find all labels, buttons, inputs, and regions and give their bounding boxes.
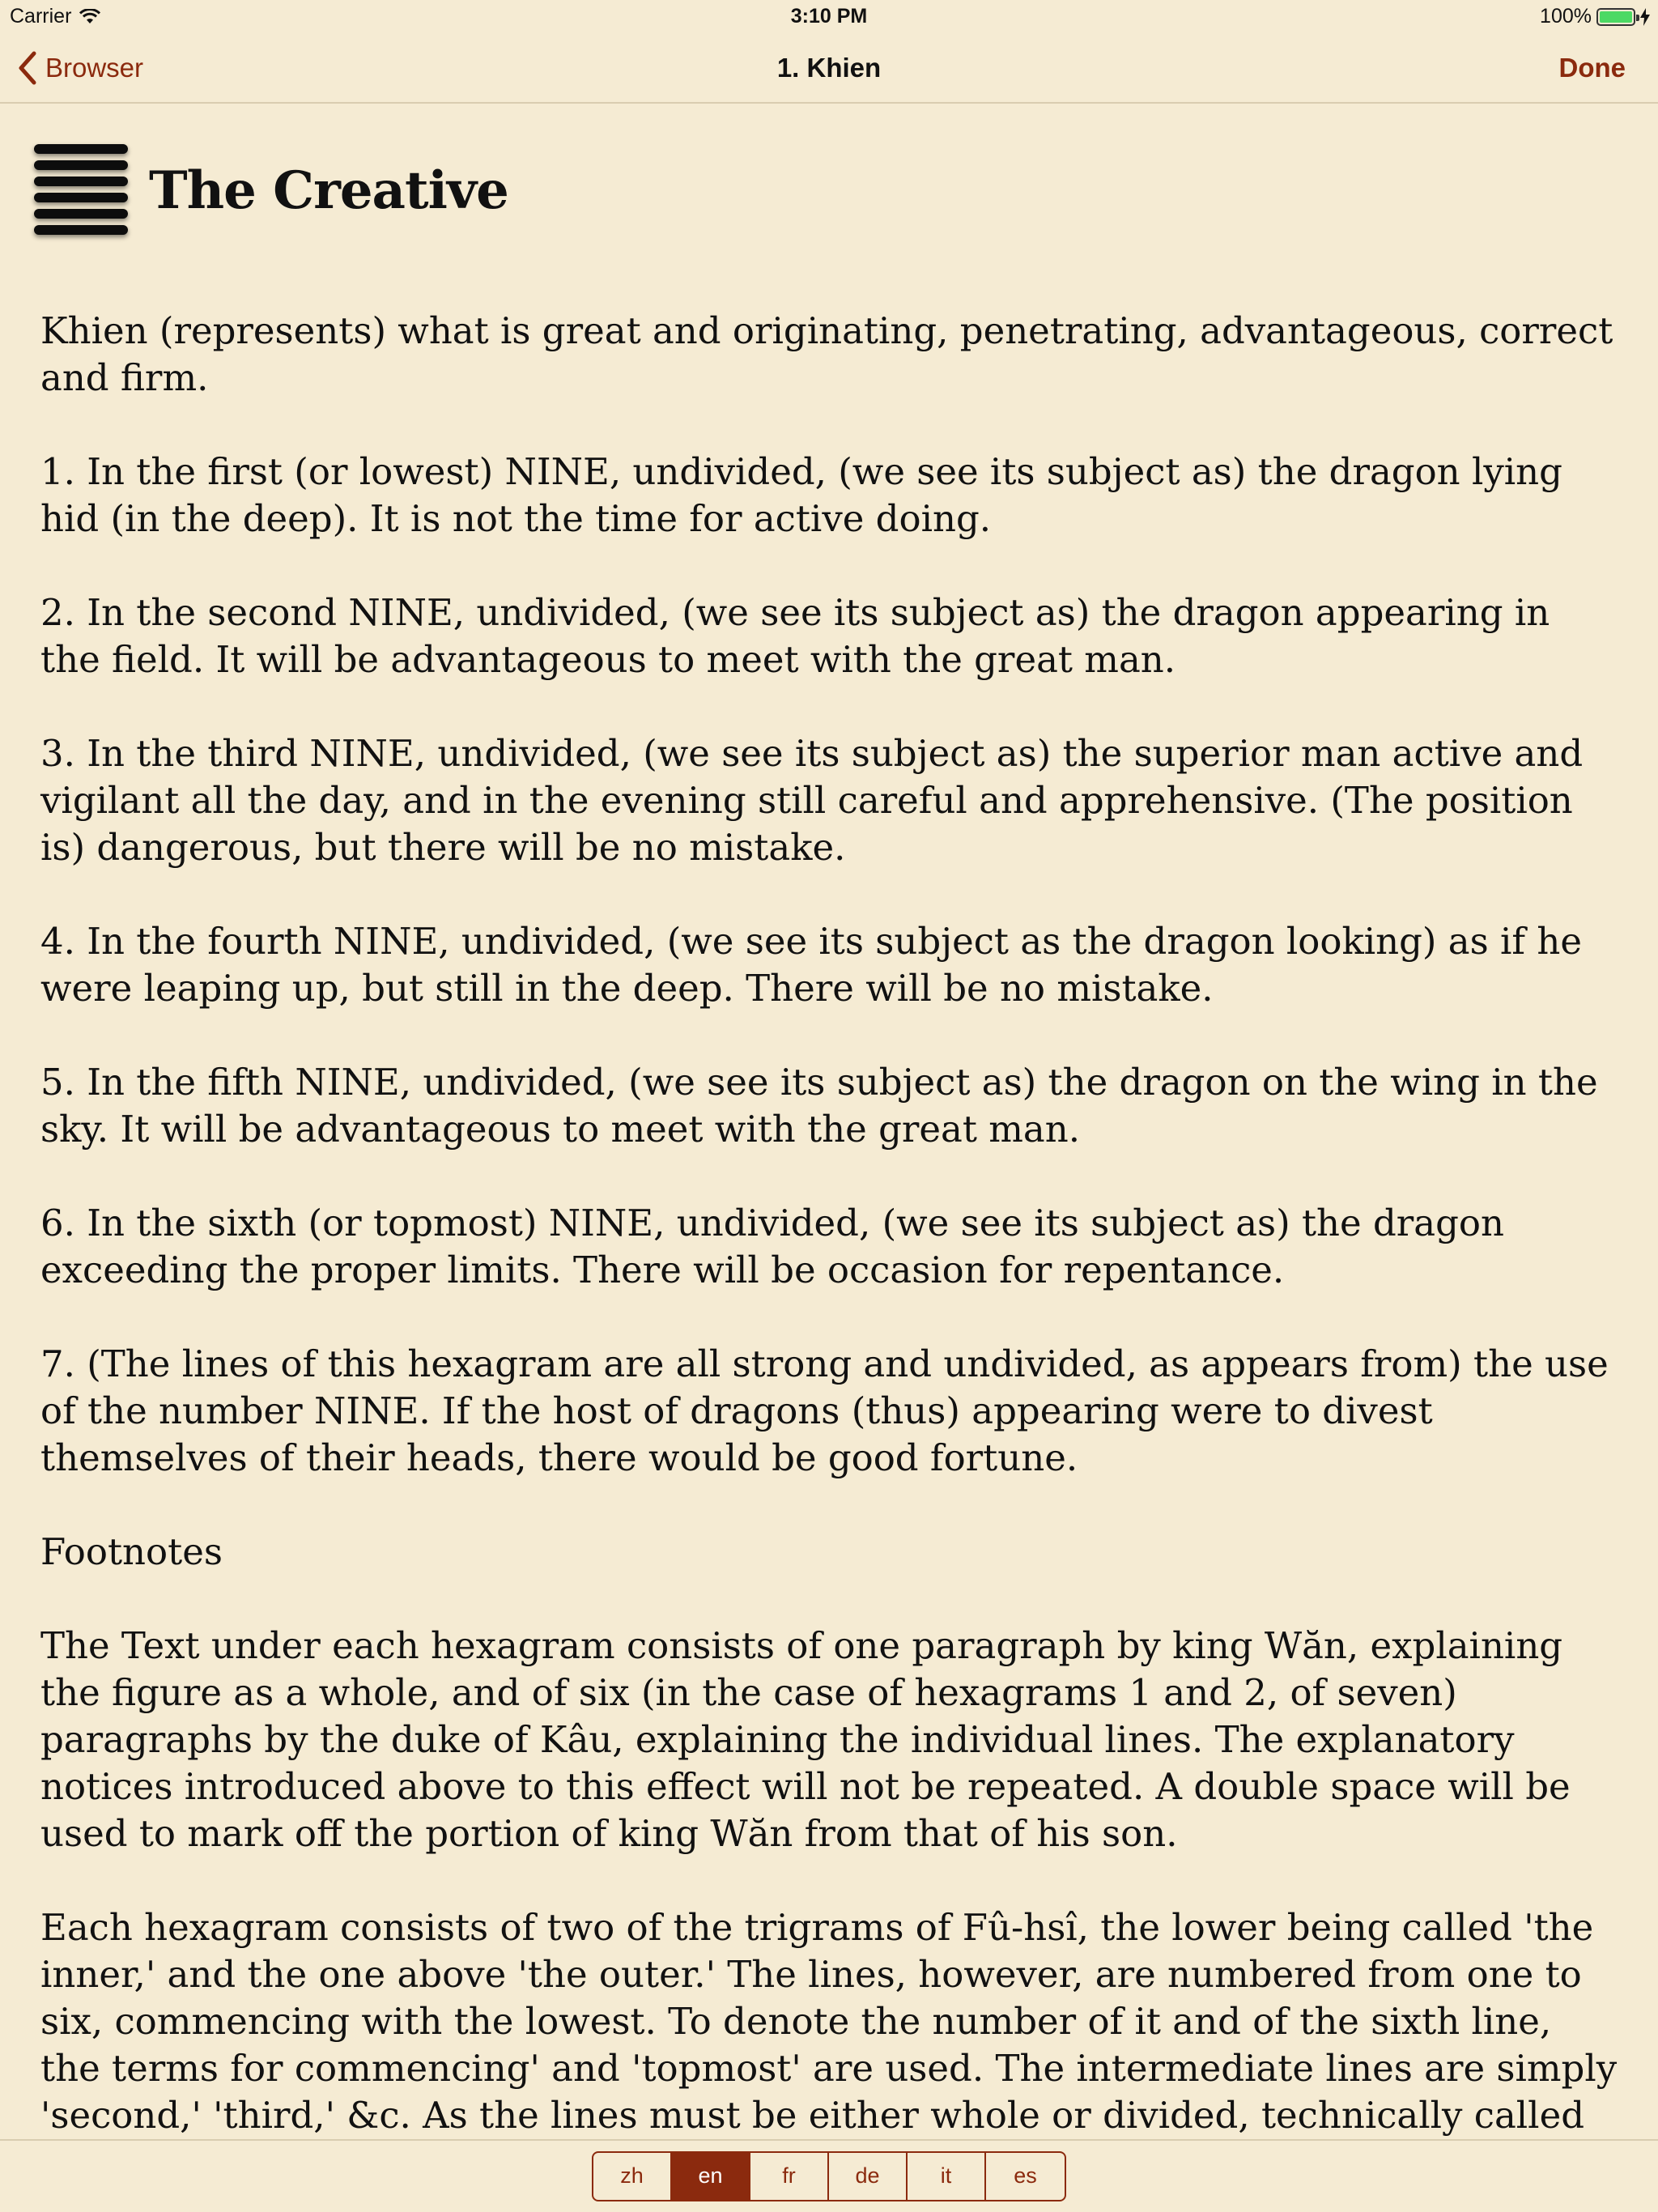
language-option-es[interactable]: es <box>1014 2163 1037 2188</box>
battery-status <box>1540 5 1650 28</box>
language-selector <box>592 2151 1066 2201</box>
language-option-zh[interactable]: zh <box>593 2153 672 2200</box>
chevron-left-icon <box>16 50 37 86</box>
back-button[interactable] <box>16 32 143 104</box>
page-title: 1. Khien <box>776 53 882 83</box>
judgement-paragraph: Khien (represents) what is great and originating, penetrating, advantageous, correct and firm. <box>40 309 1613 399</box>
line-paragraph: 5. In the fifth NINE, undivided, (we see its subject as) the dragon on the wing in the sky. It will be advantageous to meet with the great man. <box>40 1061 1598 1151</box>
line-paragraph: 1. In the first (or lowest) NINE, undivided, (we see its subject as) the dragon lying hid (in the deep). It is not the time for active doing. <box>40 450 1562 540</box>
hexagram-heading <box>40 105 1618 251</box>
line-paragraph: 2. In the second NINE, undivided, (we see its subject as) the dragon appearing in the field. It will be advantageous to meet with the great man. <box>40 591 1550 681</box>
carrier-label: Carrier <box>10 5 72 28</box>
line-paragraph: 6. In the sixth (or topmost) NINE, undivided, (we see its subject as) the dragon exceeding the proper limits. There will be occasion for repentance. <box>40 1202 1504 1291</box>
battery-percent: 100% <box>1540 5 1592 28</box>
language-option-it[interactable]: it <box>908 2153 986 2200</box>
status-bar <box>0 0 1658 32</box>
footnote-paragraph: Each hexagram consists of two of the trigrams of Fû-hsî, the lower being called 'the inner,' and the one above 'the outer.' The lines, however, are numbered from one to six, commencing with the lowest. To denote the number of it and of the sixth line, the terms for commencing' and 'topmost' are used. The intermediate lines are simply 'second,' 'third,' &c. As the lines must be either whole or divided, technically called <box>40 1906 1618 2137</box>
reading-content[interactable] <box>0 105 1658 2139</box>
battery-icon <box>1596 8 1635 26</box>
language-option-en[interactable]: en <box>672 2153 750 2200</box>
hexagram-title: The Creative <box>149 160 508 221</box>
back-button-label: Browser <box>45 53 144 83</box>
done-button[interactable]: Done <box>1558 53 1626 83</box>
footnote-paragraph: The Text under each hexagram consists of one paragraph by king Wăn, explaining the figure as a whole, and of six (in the case of hexagrams 1 and 2, of seven) paragraphs by the duke of Kâu, explaining the individual lines. The explanatory notices introduced above to this effect will not be repeated. A double space will be used to mark off the portion of king Wăn from that of his son. <box>40 1624 1571 1855</box>
hexagram-text <box>40 308 1618 2139</box>
line-paragraph: 4. In the fourth NINE, undivided, (we see its subject as the dragon looking) as if he were leaping up, but still in the deep. There will be no mistake. <box>40 920 1582 1010</box>
navigation-bar <box>0 32 1658 104</box>
language-toolbar <box>0 2139 1658 2212</box>
footnotes-heading: Footnotes <box>40 1530 223 1573</box>
line-paragraph: 7. (The lines of this hexagram are all strong and undivided, as appears from) the use of the number NINE. If the host of dragons (thus) appearing were to divest themselves of their heads, there would be good fortune. <box>40 1342 1609 1479</box>
hexagram-symbol-icon <box>34 143 128 238</box>
language-option-de[interactable]: de <box>829 2153 908 2200</box>
charging-bolt-icon <box>1640 8 1650 26</box>
language-option-fr[interactable]: fr <box>750 2153 829 2200</box>
line-paragraph: 3. In the third NINE, undivided, (we see its subject as) the superior man active and vigilant all the day, and in the evening still careful and apprehensive. (The position is) dangerous, but there will be no mistake. <box>40 732 1584 869</box>
clock: 3:10 PM <box>790 5 868 28</box>
